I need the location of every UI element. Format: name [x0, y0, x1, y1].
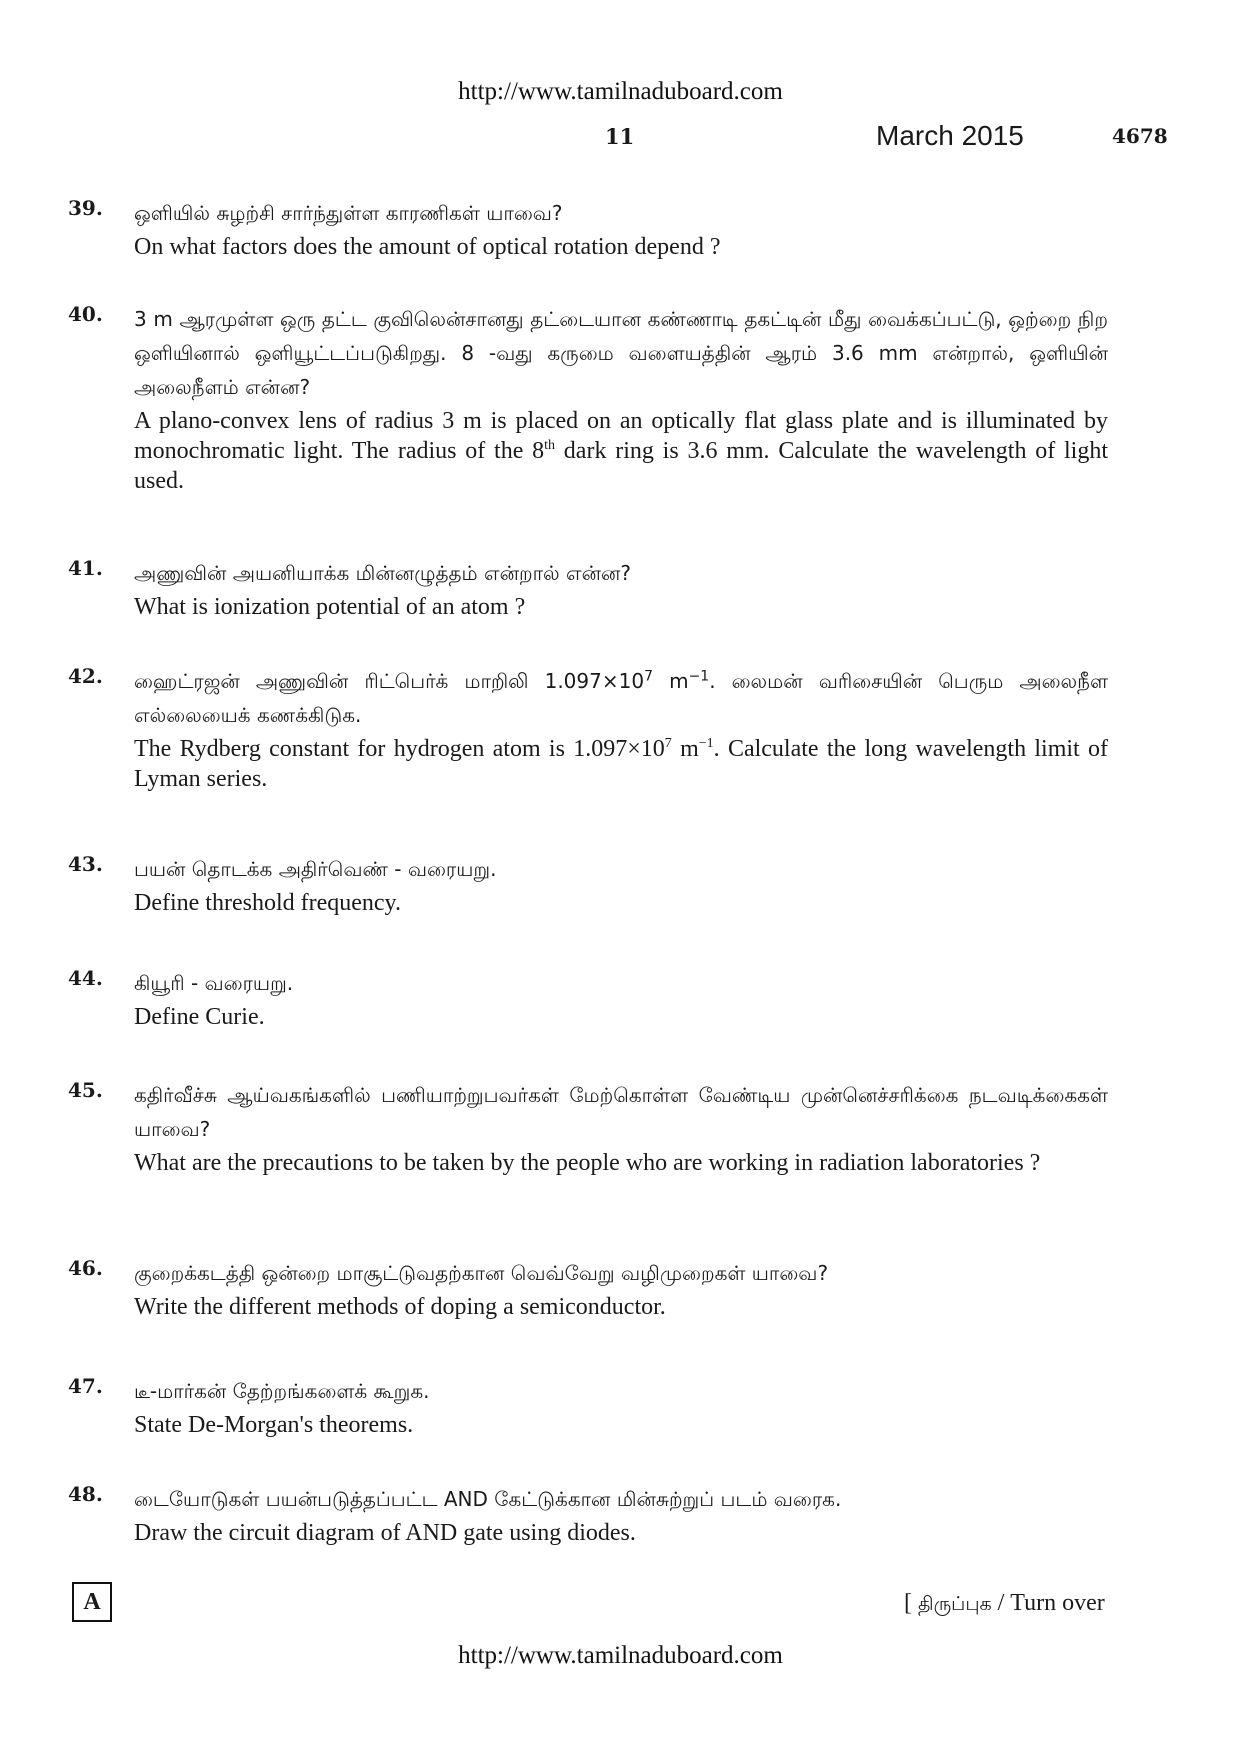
english-part: . Calculate the long wavelength limit of Lyman series.	[134, 736, 1108, 792]
english-part: m	[671, 736, 699, 762]
superscript: th	[544, 438, 556, 453]
question-tamil: கியூரி - வரையறு.	[134, 971, 294, 995]
question-45	[68, 1078, 1108, 1178]
page-number: 11	[605, 124, 635, 149]
question-number: 44.	[68, 966, 103, 990]
tamil-part: m	[653, 669, 689, 693]
exam-date: March 2015	[876, 120, 1024, 151]
question-tamil: டையோடுகள் பயன்படுத்தப்பட்ட AND கேட்டுக்கான மின்சுற்றுப் படம் வரைக.	[134, 1487, 842, 1511]
question-40	[68, 302, 1108, 496]
bottom-url: http://www.tamilnaduboard.com	[458, 1642, 783, 1669]
grade-box: A	[72, 1582, 112, 1622]
question-english: State De-Morgan's theorems.	[134, 1412, 414, 1438]
question-number: 46.	[68, 1256, 103, 1280]
question-39	[68, 196, 1108, 262]
question-english	[134, 406, 1108, 496]
question-tamil: அணுவின் அயனியாக்க மின்னழுத்தம் என்றால் என்ன?	[134, 561, 632, 585]
english-part: dark ring is 3.6 mm. Calculate the wavelength of light used.	[134, 438, 1109, 494]
turn-over-tamil: திருப்புக	[918, 1593, 992, 1615]
turn-over-note	[904, 1590, 1105, 1618]
question-number: 47.	[68, 1374, 103, 1398]
question-english: What are the precautions to be taken by the people who are working in radiation laboratories ?	[134, 1150, 1041, 1176]
question-english	[134, 734, 1108, 794]
question-47	[68, 1374, 1108, 1440]
question-english: Define threshold frequency.	[134, 890, 401, 916]
question-english: What is ionization potential of an atom ?	[134, 594, 526, 620]
question-tamil: கதிர்வீச்சு ஆய்வகங்களில் பணியாற்றுபவர்கள் மேற்கொள்ள வேண்டிய முன்னெச்சரிக்கை நடவடிக்கைகள் யாவை?	[134, 1083, 1108, 1141]
question-number: 41.	[68, 556, 103, 580]
superscript: 7	[644, 668, 653, 685]
question-number: 43.	[68, 852, 103, 876]
question-english: On what factors does the amount of optical rotation depend ?	[134, 234, 721, 260]
superscript: −1	[688, 668, 710, 685]
bracket: [	[904, 1590, 912, 1616]
question-48	[68, 1482, 1108, 1548]
superscript: 7	[664, 736, 672, 751]
question-number: 48.	[68, 1482, 103, 1506]
question-41	[68, 556, 1108, 622]
superscript: −1	[698, 736, 714, 751]
question-44	[68, 966, 1108, 1032]
question-english: Write the different methods of doping a semiconductor.	[134, 1294, 666, 1320]
question-42	[68, 664, 1108, 794]
question-tamil: பயன் தொடக்க அதிர்வெண் - வரையறு.	[134, 857, 497, 881]
page-header	[0, 120, 1241, 160]
question-english: Define Curie.	[134, 1004, 265, 1030]
question-number: 39.	[68, 196, 103, 220]
question-tamil	[134, 664, 1108, 732]
english-part: The Rydberg constant for hydrogen atom is 1.097×10	[134, 736, 665, 762]
english-part: A plano-convex lens of radius 3 m is placed on an optically flat glass plate and is illuminated by monochromatic light. The radius of the 8	[134, 408, 1108, 464]
question-english: Draw the circuit diagram of AND gate using diodes.	[134, 1520, 636, 1546]
tamil-part: ஹைட்ரஜன் அணுவின் ரிட்பெர்க் மாறிலி 1.097×10	[134, 669, 645, 693]
question-tamil: டீ-மார்கன் தேற்றங்களைக் கூறுக.	[134, 1379, 430, 1403]
top-url: http://www.tamilnaduboard.com	[458, 78, 783, 105]
question-number: 42.	[68, 664, 103, 688]
question-46	[68, 1256, 1108, 1322]
tamil-part: . லைமன் வரிசையின் பெரும அலைநீள எல்லையைக் கணக்கிடுக.	[134, 669, 1109, 727]
turn-over-english: Turn over	[1010, 1590, 1105, 1616]
question-number: 40.	[68, 302, 103, 326]
question-tamil: குறைக்கடத்தி ஒன்றை மாசூட்டுவதற்கான வெவ்வேறு வழிமுறைகள் யாவை?	[134, 1261, 829, 1285]
paper-code: 4678	[1112, 124, 1168, 148]
separator: /	[991, 1590, 1011, 1616]
question-number: 45.	[68, 1078, 103, 1102]
question-tamil: 3 m ஆரமுள்ள ஒரு தட்ட குவிலென்சானது தட்டையான கண்ணாடி தகட்டின் மீது வைக்கப்பட்டு, ஒற்றை நிற ஒளியினால் ஒளியூட்டப்படுகிறது. 8 -வது கருமை வளையத்தின் ஆரம் 3.6 mm என்றால், ஒளியின் அலைநீளம் என்ன?	[134, 307, 1108, 399]
question-tamil: ஒளியில் சுழற்சி சார்ந்துள்ள காரணிகள் யாவை?	[134, 201, 563, 225]
question-43	[68, 852, 1108, 918]
